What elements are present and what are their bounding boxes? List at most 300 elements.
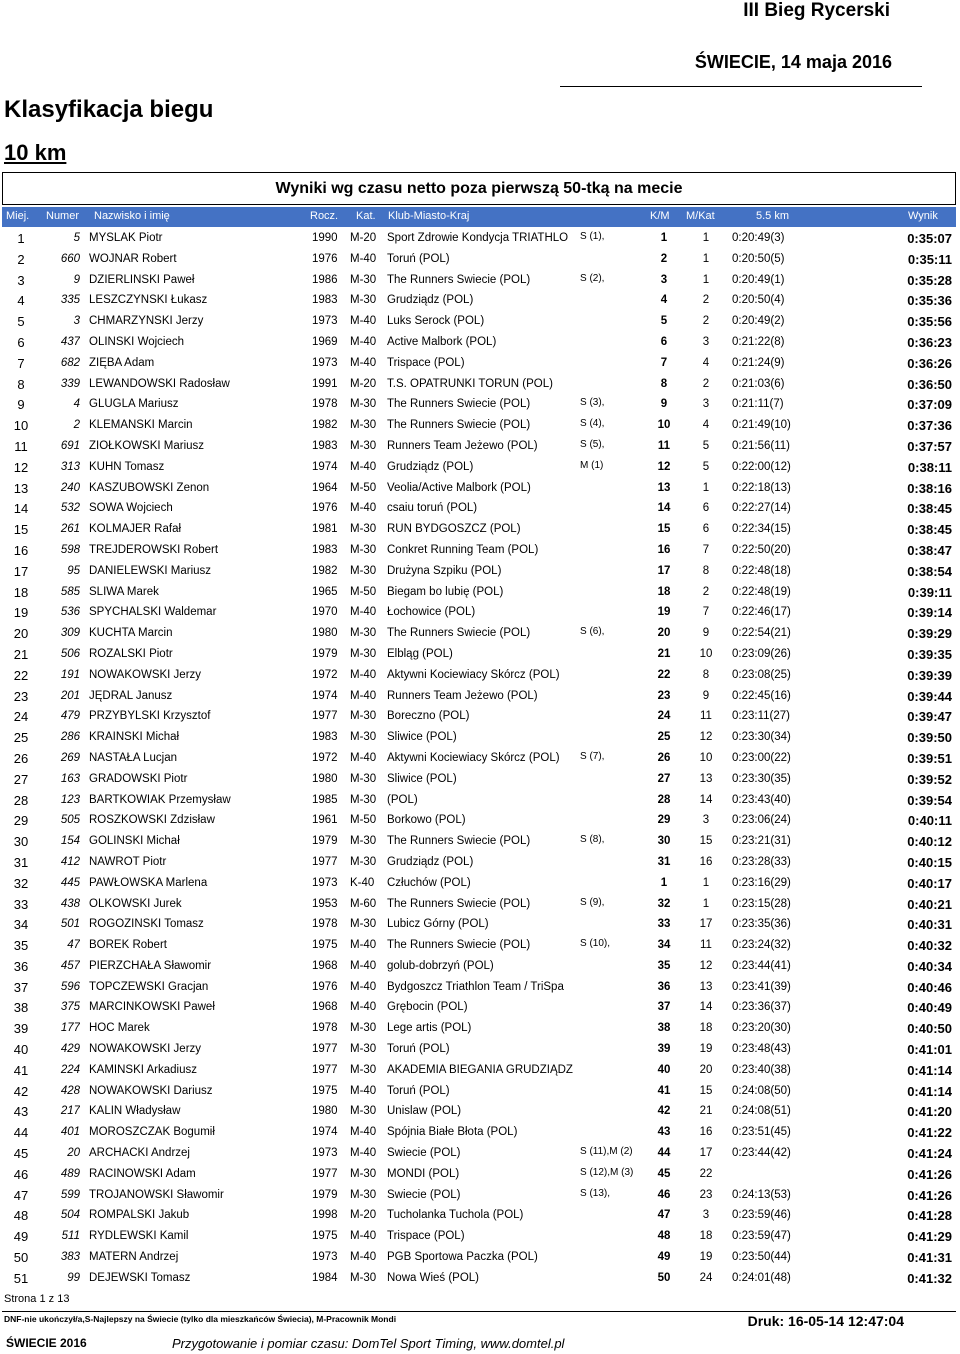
- cell-name: DEJEWSKI Tomasz: [89, 1271, 191, 1284]
- cell-result: 0:39:11: [907, 584, 952, 600]
- cell-gender-rank: 23: [657, 689, 671, 702]
- cell-category: M-30: [350, 273, 377, 286]
- cell-position: 36: [13, 958, 29, 974]
- table-row: [2, 478, 956, 499]
- table-row: [2, 1164, 956, 1185]
- cell-name: ROMPALSKI Jakub: [89, 1209, 190, 1222]
- cell-split: 0:22:34(15): [732, 523, 791, 536]
- cell-result: 0:39:14: [907, 605, 952, 621]
- cell-special: S (4),: [580, 418, 605, 430]
- cell-split: 0:22:54(21): [732, 627, 791, 640]
- cell-club: PGB Sportowa Paczka (POL): [387, 1251, 538, 1264]
- cell-gender-rank: 17: [657, 564, 671, 577]
- cell-position: 14: [13, 501, 29, 517]
- cell-club: Sport Zdrowie Kondycja TRIATHLO: [387, 232, 569, 244]
- cell-category: M-30: [350, 523, 377, 536]
- cell-club: golub-dobrzyń (POL): [387, 959, 494, 972]
- cell-number: 224: [60, 1063, 80, 1076]
- cell-year: 1978: [312, 1022, 338, 1035]
- cell-category: M-30: [350, 1063, 377, 1076]
- cell-year: 1983: [312, 294, 338, 307]
- cell-year: 1977: [312, 1167, 338, 1180]
- cell-name: MYŚLAK Piotr: [89, 232, 163, 244]
- cell-category-rank: 18: [699, 1230, 713, 1243]
- cell-club: Spójnia Białe Błota (POL): [387, 1126, 518, 1139]
- cell-split: 0:20:50(4): [732, 294, 785, 307]
- cell-position: 28: [13, 792, 29, 808]
- table-row: [2, 790, 956, 811]
- cell-gender-rank: 24: [657, 710, 671, 723]
- cell-year: 1973: [312, 356, 338, 369]
- cell-category: M-30: [350, 1167, 377, 1180]
- cell-position: 11: [14, 438, 28, 454]
- cell-club: Aktywni Kociewiacy Skórcz (POL): [387, 751, 560, 764]
- cell-result: 0:41:26: [907, 1166, 952, 1182]
- cell-year: 1973: [312, 876, 338, 889]
- footer-place: ŚWIECIE 2016: [6, 1336, 87, 1350]
- cell-year: 1961: [312, 814, 338, 827]
- cell-result: 0:39:29: [907, 626, 952, 642]
- cell-year: 1998: [312, 1209, 338, 1222]
- table-row: [2, 374, 956, 395]
- cell-result: 0:36:50: [907, 376, 952, 392]
- cell-name: ZIĘBA Adam: [89, 356, 155, 369]
- cell-special: S (5),: [580, 438, 605, 450]
- cell-category-rank: 2: [702, 294, 710, 307]
- cell-result: 0:35:56: [907, 314, 952, 330]
- cell-year: 1972: [312, 668, 338, 681]
- cell-category-rank: 12: [699, 731, 713, 744]
- cell-name: TROJANOWSKI Sławomir: [89, 1188, 224, 1201]
- cell-category: M-30: [350, 731, 377, 744]
- cell-category-rank: 2: [702, 377, 710, 390]
- cell-club: Trispace (POL): [387, 356, 465, 369]
- cell-category: M-30: [350, 772, 377, 785]
- cell-category: M-30: [350, 1022, 377, 1035]
- cell-year: 1979: [312, 647, 338, 660]
- cell-name: ROGOZIŃSKI Tomasz: [89, 918, 204, 931]
- table-row: [2, 270, 956, 291]
- cell-club: Biegam bo lubię (POL): [387, 585, 504, 598]
- cell-result: 0:40:49: [907, 1000, 952, 1016]
- table-row: [2, 686, 956, 707]
- cell-special: S (3),: [580, 397, 605, 409]
- table-row: [2, 561, 956, 582]
- cell-position: 15: [13, 522, 29, 538]
- cell-year: 1973: [312, 315, 338, 328]
- cell-split: 0:23:30(34): [732, 731, 791, 744]
- table-row: [2, 457, 956, 478]
- cell-gender-rank: 47: [657, 1209, 671, 1222]
- cell-category-rank: 8: [702, 668, 710, 681]
- cell-year: 1984: [312, 1271, 338, 1284]
- cell-number: 383: [60, 1251, 80, 1264]
- cell-special: S (10),: [580, 938, 611, 950]
- cell-number: 660: [60, 252, 80, 265]
- cell-name: KAMIŃSKI Arkadiusz: [89, 1063, 198, 1076]
- cell-gender-rank: 41: [657, 1084, 671, 1097]
- date-underline: [560, 86, 922, 87]
- table-row: [2, 249, 956, 270]
- cell-category-rank: 3: [702, 814, 710, 827]
- cell-position: 4: [17, 293, 25, 309]
- cell-year: 1976: [312, 252, 338, 265]
- cell-result: 0:37:09: [907, 397, 952, 413]
- cell-split: 0:23:16(29): [732, 876, 791, 889]
- cell-position: 34: [13, 917, 29, 933]
- cell-gender-rank: 13: [657, 481, 671, 494]
- cell-position: 40: [13, 1042, 29, 1058]
- cell-number: 20: [67, 1147, 80, 1160]
- cell-club: Śliwice (POL): [387, 731, 457, 744]
- cell-category: M-30: [350, 918, 377, 931]
- cell-number: 457: [60, 959, 80, 972]
- cell-position: 5: [17, 314, 25, 330]
- cell-category-rank: 5: [702, 439, 710, 452]
- table-row: [2, 852, 956, 873]
- cell-number: 501: [60, 918, 80, 931]
- cell-position: 12: [13, 459, 29, 475]
- table-row: [2, 228, 956, 249]
- cell-year: 1969: [312, 335, 338, 348]
- col-split: 5.5 km: [756, 210, 790, 222]
- cell-result: 0:38:45: [907, 501, 952, 517]
- cell-position: 47: [13, 1187, 29, 1203]
- cell-year: 1980: [312, 627, 338, 640]
- cell-result: 0:38:11: [907, 459, 952, 475]
- table-row: [2, 769, 956, 790]
- cell-year: 1986: [312, 273, 338, 286]
- cell-club: The Runners Świecie (POL): [387, 419, 531, 432]
- cell-position: 1: [17, 231, 25, 246]
- cell-split: 0:20:49(3): [732, 232, 785, 244]
- table-row: [2, 1122, 956, 1143]
- cell-split: 0:23:50(44): [732, 1251, 791, 1264]
- table-row: [2, 894, 956, 915]
- cell-category: M-40: [350, 606, 377, 619]
- cell-split: 0:23:35(36): [732, 918, 791, 931]
- table-row: [2, 1185, 956, 1206]
- cell-club: Świecie (POL): [387, 1147, 461, 1160]
- cell-club: Grudziądz (POL): [387, 855, 474, 868]
- cell-gender-rank: 20: [657, 627, 671, 640]
- cell-split: 0:22:00(12): [732, 460, 791, 473]
- table-row: [2, 415, 956, 436]
- cell-split: 0:24:01(48): [732, 1271, 791, 1284]
- cell-number: 4: [73, 398, 80, 411]
- cell-category: M-30: [350, 1105, 377, 1118]
- cell-category: M-40: [350, 356, 377, 369]
- cell-split: 0:23:28(33): [732, 855, 791, 868]
- cell-category: M-40: [350, 252, 377, 265]
- cell-club: Śliwice (POL): [387, 772, 457, 785]
- cell-result: 0:41:28: [907, 1208, 952, 1224]
- table-row: [2, 1018, 956, 1039]
- cell-year: 1965: [312, 585, 338, 598]
- cell-result: 0:40:15: [907, 854, 952, 870]
- cell-category-rank: 1: [702, 481, 710, 494]
- cell-category-rank: 1: [702, 897, 710, 910]
- cell-club: T.S. OPATRUNKI TORUŃ (POL): [387, 377, 553, 390]
- cell-gender-rank: 46: [657, 1188, 671, 1201]
- cell-category-rank: 7: [702, 543, 710, 556]
- table-row: [2, 1060, 956, 1081]
- cell-name: GRADOWSKI Piotr: [89, 772, 188, 785]
- cell-year: 1973: [312, 1251, 338, 1264]
- cell-gender-rank: 22: [657, 668, 671, 681]
- cell-position: 45: [13, 1146, 29, 1162]
- table-row: [2, 394, 956, 415]
- col-k: K/M: [650, 210, 670, 222]
- cell-result: 0:40:11: [907, 813, 952, 829]
- cell-category-rank: 2: [702, 585, 710, 598]
- cell-position: 27: [13, 771, 29, 787]
- cell-year: 1983: [312, 439, 338, 452]
- cell-category: M-30: [350, 1271, 377, 1284]
- cell-split: 0:23:09(26): [732, 647, 791, 660]
- cell-category-rank: 1: [702, 273, 710, 286]
- cell-club: RUN BYDGOSZCZ (POL): [387, 523, 521, 536]
- cell-gender-rank: 5: [660, 315, 668, 328]
- cell-result: 0:38:16: [907, 480, 952, 496]
- cell-category-rank: 13: [699, 772, 713, 785]
- cell-name: ŚLIWA Marek: [89, 585, 159, 598]
- cell-split: 0:23:43(40): [732, 793, 791, 806]
- cell-position: 48: [13, 1208, 29, 1224]
- cell-number: 261: [60, 523, 80, 536]
- cell-number: 269: [60, 751, 80, 764]
- cell-club: Aktywni Kociewiacy Skórcz (POL): [387, 668, 560, 681]
- cell-result: 0:41:29: [907, 1229, 952, 1245]
- cell-gender-rank: 33: [657, 918, 671, 931]
- cell-split: 0:21:49(10): [732, 419, 791, 432]
- cell-result: 0:41:14: [907, 1062, 952, 1078]
- cell-year: 1972: [312, 751, 338, 764]
- cell-split: 0:21:11(7): [732, 398, 784, 411]
- cell-name: DZIERLIŃSKI Paweł: [89, 273, 195, 286]
- cell-category: M-30: [350, 647, 377, 660]
- cell-year: 1977: [312, 1043, 338, 1056]
- cell-split: 0:22:18(13): [732, 481, 791, 494]
- cell-name: TREJDEROWSKI Robert: [89, 543, 219, 556]
- cell-split: 0:23:40(38): [732, 1063, 791, 1076]
- cell-gender-rank: 30: [657, 835, 671, 848]
- cell-number: 47: [67, 939, 80, 952]
- cell-gender-rank: 12: [657, 460, 671, 473]
- cell-year: 1964: [312, 481, 338, 494]
- cell-gender-rank: 37: [657, 1001, 671, 1014]
- cell-category-rank: 3: [702, 1209, 710, 1222]
- cell-position: 23: [13, 688, 29, 704]
- col-result: Wynik: [908, 210, 938, 222]
- cell-category-rank: 1: [702, 232, 710, 244]
- cell-result: 0:41:32: [907, 1270, 952, 1286]
- table-row: [2, 997, 956, 1018]
- cell-position: 50: [13, 1250, 29, 1266]
- cell-club: Grębocin (POL): [387, 1001, 468, 1014]
- cell-name: ZIÓŁKOWSKI Mariusz: [89, 439, 205, 452]
- cell-gender-rank: 28: [657, 793, 671, 806]
- cell-split: 0:23:59(46): [732, 1209, 791, 1222]
- cell-year: 1991: [312, 377, 338, 390]
- cell-gender-rank: 9: [660, 398, 668, 411]
- cell-year: 1982: [312, 564, 338, 577]
- cell-name: JĘDRAL Janusz: [89, 689, 173, 702]
- cell-category: M-40: [350, 751, 377, 764]
- cell-category: M-30: [350, 1043, 377, 1056]
- cell-year: 1977: [312, 710, 338, 723]
- cell-split: 0:23:30(35): [732, 772, 791, 785]
- cell-special: S (6),: [580, 626, 605, 638]
- cell-number: 154: [60, 835, 80, 848]
- cell-year: 1974: [312, 1126, 338, 1139]
- cell-gender-rank: 40: [657, 1063, 671, 1076]
- cell-gender-rank: 50: [657, 1271, 671, 1284]
- cell-category: M-20: [350, 377, 377, 390]
- cell-result: 0:40:21: [907, 896, 952, 912]
- cell-position: 33: [13, 896, 29, 912]
- cell-category: M-30: [350, 439, 377, 452]
- cell-gender-rank: 8: [660, 377, 668, 390]
- cell-category: M-30: [350, 419, 377, 432]
- cell-split: 0:21:03(6): [732, 377, 785, 390]
- cell-split: 0:22:50(20): [732, 543, 791, 556]
- cell-gender-rank: 42: [657, 1105, 671, 1118]
- cell-split: 0:23:20(30): [732, 1022, 791, 1035]
- cell-number: 309: [60, 627, 80, 640]
- cell-category-rank: 9: [702, 627, 710, 640]
- cell-year: 1977: [312, 1063, 338, 1076]
- cell-position: 20: [13, 626, 29, 642]
- cell-category-rank: 16: [699, 1126, 713, 1139]
- cell-result: 0:37:57: [907, 438, 952, 454]
- cell-result: 0:39:50: [907, 730, 952, 746]
- cell-club: (POL): [387, 793, 418, 806]
- cell-name: KUCHTA Marcin: [89, 627, 173, 640]
- cell-club: The Runners Świecie (POL): [387, 273, 531, 286]
- footer-rule: [2, 1311, 956, 1312]
- cell-category-rank: 15: [699, 835, 713, 848]
- cell-number: 313: [60, 460, 80, 473]
- cell-position: 22: [13, 667, 29, 683]
- cell-year: 1990: [312, 232, 338, 244]
- cell-gender-rank: 45: [657, 1167, 671, 1180]
- cell-number: 437: [60, 335, 80, 348]
- table-row: [2, 602, 956, 623]
- cell-year: 1968: [312, 959, 338, 972]
- cell-split: 0:23:44(42): [732, 1147, 791, 1160]
- table-row: [2, 332, 956, 353]
- table-row: [2, 706, 956, 727]
- cell-name: KOLMAJER Rafał: [89, 523, 182, 536]
- cell-category-rank: 18: [699, 1022, 713, 1035]
- cell-club: Unislaw (POL): [387, 1105, 462, 1118]
- cell-year: 1983: [312, 731, 338, 744]
- cell-gender-rank: 29: [657, 814, 671, 827]
- col-name: Nazwisko i imię: [94, 210, 170, 222]
- cell-club: The Runners Świecie (POL): [387, 627, 531, 640]
- cell-position: 13: [13, 480, 29, 496]
- col-year: Rocz.: [310, 210, 339, 222]
- cell-name: GOLIŃSKI Michał: [89, 835, 180, 848]
- cell-number: 489: [60, 1167, 80, 1180]
- cell-split: 0:22:46(17): [732, 606, 791, 619]
- cell-category: M-50: [350, 585, 377, 598]
- cell-number: 2: [73, 419, 80, 432]
- cell-year: 1985: [312, 793, 338, 806]
- cell-category: M-40: [350, 460, 377, 473]
- cell-year: 1982: [312, 419, 338, 432]
- cell-year: 1974: [312, 460, 338, 473]
- cell-category-rank: 12: [699, 959, 713, 972]
- cell-split: 0:24:08(50): [732, 1084, 791, 1097]
- cell-position: 32: [13, 875, 29, 891]
- cell-split: 0:24:13(53): [732, 1188, 791, 1201]
- cell-name: GLUGLA Mariusz: [89, 398, 179, 411]
- cell-year: 1976: [312, 980, 338, 993]
- cell-gender-rank: 11: [657, 439, 671, 452]
- cell-position: 41: [13, 1062, 29, 1078]
- cell-year: 1979: [312, 1188, 338, 1201]
- cell-name: SPYCHALSKI Waldemar: [89, 606, 217, 619]
- cell-name: RYDLEWSKI Kamil: [89, 1230, 189, 1243]
- cell-name: BARTKOWIAK Przemysław: [89, 793, 231, 806]
- cell-category-rank: 3: [702, 398, 710, 411]
- cell-name: NOWAKOWSKI Dariusz: [89, 1084, 213, 1097]
- cell-club: Świecie (POL): [387, 1188, 461, 1201]
- cell-result: 0:35:36: [907, 293, 952, 309]
- cell-name: KÜHN Tomasz: [89, 460, 165, 473]
- cell-name: KLEMAŃSKI Marcin: [89, 419, 193, 432]
- cell-club: Conkret Running Team (POL): [387, 543, 539, 556]
- cell-number: 412: [60, 855, 80, 868]
- cell-position: 43: [13, 1104, 29, 1120]
- cell-number: 240: [60, 481, 80, 494]
- cell-result: 0:38:54: [907, 563, 952, 579]
- cell-club: Nowa Wieś (POL): [387, 1271, 480, 1284]
- cell-category: M-50: [350, 814, 377, 827]
- col-pos: Miej.: [6, 210, 30, 222]
- cell-number: 682: [60, 356, 80, 369]
- cell-name: MATERN Andrzej: [89, 1251, 179, 1264]
- cell-number: 599: [60, 1188, 80, 1201]
- legend: DNF-nie ukończył/a,S-Najlepszy na Świecie (tylko dla mieszkańców Świecia), M-Pracownik Mondi: [4, 1314, 397, 1324]
- cell-club: The Runners Świecie (POL): [387, 398, 531, 411]
- cell-category-rank: 13: [699, 980, 713, 993]
- cell-split: 0:23:06(24): [732, 814, 791, 827]
- cell-gender-rank: 26: [657, 751, 671, 764]
- cell-split: 0:24:08(51): [732, 1105, 791, 1118]
- cell-position: 29: [13, 813, 29, 829]
- cell-category: M-30: [350, 855, 377, 868]
- distance-label: 10 km: [4, 140, 67, 165]
- cell-category: M-40: [350, 689, 377, 702]
- cell-year: 1978: [312, 398, 338, 411]
- cell-number: 438: [60, 897, 80, 910]
- cell-category: M-30: [350, 835, 377, 848]
- cell-category: M-40: [350, 1084, 377, 1097]
- cell-club: Lege artis (POL): [387, 1022, 472, 1035]
- cell-result: 0:38:45: [907, 522, 952, 538]
- cell-category: M-40: [350, 980, 377, 993]
- col-mk: M/Kat: [686, 210, 715, 222]
- cell-gender-rank: 39: [657, 1043, 671, 1056]
- cell-split: 0:23:11(27): [732, 710, 790, 723]
- cell-category: M-30: [350, 294, 377, 307]
- cell-year: 1975: [312, 1084, 338, 1097]
- cell-number: 163: [60, 772, 80, 785]
- cell-number: 428: [60, 1084, 80, 1097]
